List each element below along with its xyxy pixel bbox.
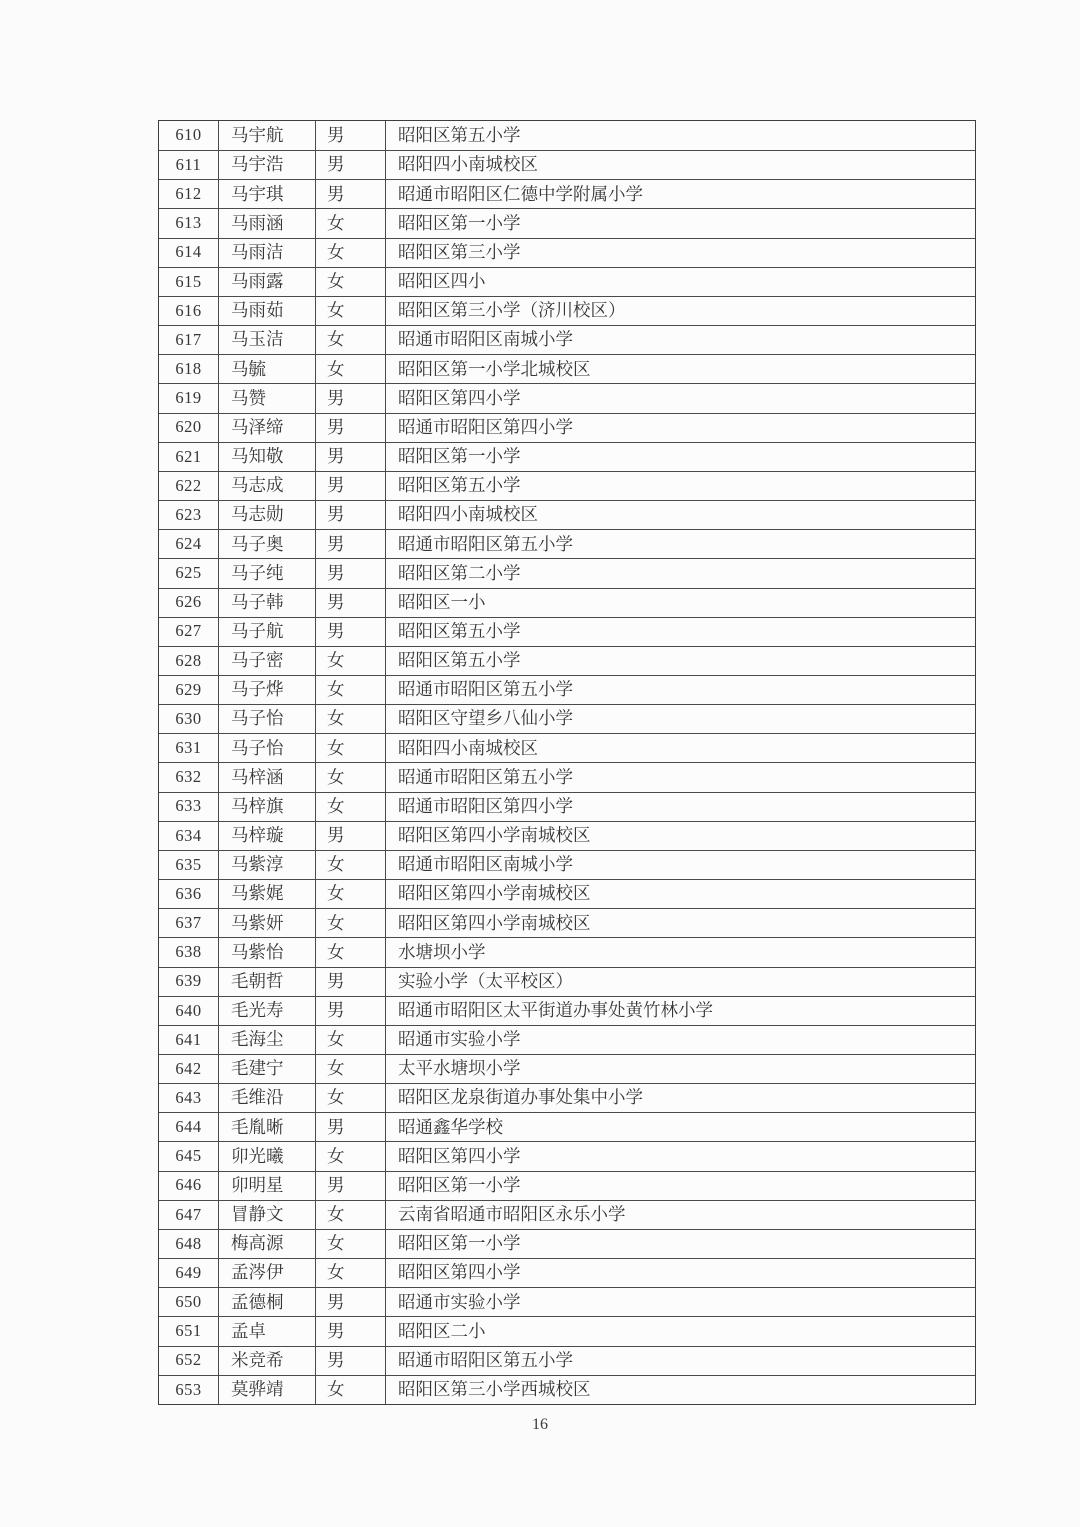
table-row [159,1083,975,1112]
serial-number-cell: 644 [159,1113,219,1141]
serial-number-cell: 625 [159,559,219,587]
gender-cell: 男 [316,822,386,850]
student-name-cell: 卯明星 [219,1172,316,1200]
table-row [159,937,975,966]
school-cell: 昭阳区第三小学 [398,241,521,262]
student-name-cell: 毛胤晰 [219,1113,316,1141]
serial-number-cell: 623 [159,501,219,529]
serial-number-cell: 632 [159,763,219,791]
gender-cell: 女 [316,1259,386,1287]
gender-cell: 女 [316,793,386,821]
school-cell: 昭通市昭阳区第四小学 [398,795,573,816]
table-row [159,733,975,762]
table-row [159,1200,975,1229]
student-name-cell: 马紫妍 [219,909,316,937]
serial-number-cell: 620 [159,414,219,442]
table-row [159,1316,975,1345]
student-name-cell: 马梓璇 [219,822,316,850]
table-row [159,150,975,179]
school-cell: 昭阳区第四小学 [398,387,521,408]
student-name-cell: 马子航 [219,618,316,646]
school-cell: 昭阳区第一小学 [398,212,521,233]
school-cell: 太平水塘坝小学 [398,1058,521,1079]
table-row [159,588,975,617]
student-name-cell: 孟涔伊 [219,1259,316,1287]
serial-number-cell: 647 [159,1201,219,1229]
gender-cell: 女 [316,1026,386,1054]
school-cell: 昭阳区二小 [398,1320,486,1341]
student-name-cell: 马梓涵 [219,763,316,791]
school-cell: 昭阳区第五小学 [398,620,521,641]
table-row [159,1346,975,1375]
serial-number-cell: 630 [159,705,219,733]
serial-number-cell: 614 [159,239,219,267]
table-row [159,879,975,908]
student-name-cell: 马泽缔 [219,414,316,442]
serial-number-cell: 624 [159,530,219,558]
student-name-cell: 马子韩 [219,589,316,617]
serial-number-cell: 646 [159,1172,219,1200]
student-name-cell: 莫骅靖 [219,1376,316,1404]
serial-number-cell: 612 [159,180,219,208]
gender-cell: 女 [316,734,386,762]
student-name-cell: 毛维沿 [219,1084,316,1112]
table-row [159,296,975,325]
student-name-cell: 孟卓 [219,1317,316,1345]
school-cell: 昭阳区第五小学 [398,475,521,496]
table-row [159,704,975,733]
school-cell: 水塘坝小学 [398,941,486,962]
student-name-cell: 马雨洁 [219,239,316,267]
serial-number-cell: 648 [159,1230,219,1258]
school-cell: 昭阳区第五小学 [398,124,521,145]
table-row [159,762,975,791]
serial-number-cell: 617 [159,326,219,354]
gender-cell: 女 [316,1142,386,1170]
serial-number-cell: 610 [159,121,219,150]
serial-number-cell: 616 [159,297,219,325]
serial-number-cell: 611 [159,151,219,179]
gender-cell: 女 [316,909,386,937]
serial-number-cell: 641 [159,1026,219,1054]
table-row [159,996,975,1025]
page-number: 16 [532,1416,548,1433]
serial-number-cell: 626 [159,589,219,617]
table-row [159,325,975,354]
gender-cell: 男 [316,530,386,558]
school-cell: 昭通市昭阳区第五小学 [398,766,573,787]
serial-number-cell: 619 [159,384,219,412]
gender-cell: 女 [316,647,386,675]
table-row [159,238,975,267]
student-name-cell: 孟德桐 [219,1288,316,1316]
school-cell: 昭阳区第四小学南城校区 [398,883,591,904]
table-row [159,354,975,383]
gender-cell: 男 [316,997,386,1025]
table-row [159,1375,975,1404]
school-cell: 昭阳四小南城校区 [398,504,538,525]
gender-cell: 女 [316,355,386,383]
serial-number-cell: 645 [159,1142,219,1170]
gender-cell: 男 [316,414,386,442]
table-row [159,442,975,471]
student-name-cell: 马雨涵 [219,209,316,237]
gender-cell: 男 [316,1288,386,1316]
school-cell: 昭阳四小南城校区 [398,737,538,758]
serial-number-cell: 650 [159,1288,219,1316]
school-cell: 昭阳区一小 [398,591,486,612]
serial-number-cell: 615 [159,268,219,296]
serial-number-cell: 618 [159,355,219,383]
table-row [159,850,975,879]
school-cell: 昭阳区第五小学 [398,650,521,671]
student-name-cell: 马子密 [219,647,316,675]
table-row [159,646,975,675]
student-name-cell: 马宇琪 [219,180,316,208]
gender-cell: 男 [316,968,386,996]
student-name-cell: 马志勋 [219,501,316,529]
school-cell: 昭通市昭阳区第五小学 [398,1349,573,1370]
serial-number-cell: 631 [159,734,219,762]
student-name-cell: 马紫淳 [219,851,316,879]
table-row [159,179,975,208]
serial-number-cell: 629 [159,676,219,704]
table-row [159,1229,975,1258]
serial-number-cell: 636 [159,880,219,908]
serial-number-cell: 649 [159,1259,219,1287]
school-cell: 昭通市昭阳区太平街道办事处黄竹林小学 [398,1000,713,1021]
student-name-cell: 马雨露 [219,268,316,296]
gender-cell: 女 [316,1084,386,1112]
serial-number-cell: 628 [159,647,219,675]
gender-cell: 男 [316,559,386,587]
table-row [159,1112,975,1141]
student-name-cell: 毛海尘 [219,1026,316,1054]
table-row [159,908,975,937]
school-cell: 昭阳区守望乡八仙小学 [398,708,573,729]
table-row [159,208,975,237]
student-name-cell: 马子纯 [219,559,316,587]
gender-cell: 女 [316,1201,386,1229]
gender-cell: 男 [316,1172,386,1200]
gender-cell: 男 [316,501,386,529]
student-name-cell: 马紫怡 [219,938,316,966]
school-cell: 昭阳四小南城校区 [398,154,538,175]
school-cell: 昭阳区第一小学 [398,446,521,467]
serial-number-cell: 653 [159,1376,219,1404]
serial-number-cell: 635 [159,851,219,879]
school-cell: 昭阳区第四小学南城校区 [398,825,591,846]
student-name-cell: 米竞希 [219,1347,316,1375]
school-cell: 昭通市实验小学 [398,1291,521,1312]
serial-number-cell: 637 [159,909,219,937]
gender-cell: 女 [316,1055,386,1083]
table-row [159,617,975,646]
gender-cell: 女 [316,268,386,296]
gender-cell: 男 [316,1317,386,1345]
table-row [159,471,975,500]
serial-number-cell: 642 [159,1055,219,1083]
gender-cell: 男 [316,151,386,179]
student-name-cell: 马志成 [219,472,316,500]
gender-cell: 男 [316,443,386,471]
gender-cell: 女 [316,851,386,879]
school-cell: 昭通市实验小学 [398,1029,521,1050]
gender-cell: 男 [316,589,386,617]
table-row [159,383,975,412]
gender-cell: 女 [316,763,386,791]
student-name-cell: 梅高源 [219,1230,316,1258]
student-name-cell: 马子奥 [219,530,316,558]
gender-cell: 男 [316,180,386,208]
table-row [159,1287,975,1316]
student-name-cell: 马子怡 [219,705,316,733]
school-cell: 昭阳区龙泉街道办事处集中小学 [398,1087,643,1108]
gender-cell: 女 [316,326,386,354]
student-name-cell: 马知敬 [219,443,316,471]
gender-cell: 女 [316,209,386,237]
table-row [159,821,975,850]
table-row [159,792,975,821]
table-row [159,121,975,150]
school-cell: 昭通市昭阳区仁德中学附属小学 [398,183,643,204]
serial-number-cell: 634 [159,822,219,850]
student-name-cell: 马毓 [219,355,316,383]
student-name-cell: 马雨茹 [219,297,316,325]
serial-number-cell: 633 [159,793,219,821]
student-name-cell: 马玉洁 [219,326,316,354]
serial-number-cell: 627 [159,618,219,646]
serial-number-cell: 621 [159,443,219,471]
gender-cell: 女 [316,1376,386,1404]
table-row [159,675,975,704]
serial-number-cell: 643 [159,1084,219,1112]
table-row [159,500,975,529]
serial-number-cell: 638 [159,938,219,966]
school-cell: 昭通市昭阳区南城小学 [398,329,573,350]
student-name-cell: 马紫娓 [219,880,316,908]
student-name-cell: 马宇航 [219,121,316,150]
gender-cell: 男 [316,1347,386,1375]
table-row [159,967,975,996]
serial-number-cell: 639 [159,968,219,996]
student-table [158,120,976,1405]
school-cell: 昭阳区第四小学 [398,1262,521,1283]
gender-cell: 女 [316,705,386,733]
gender-cell: 女 [316,297,386,325]
school-cell: 昭阳区第一小学 [398,1174,521,1195]
student-name-cell: 马子烨 [219,676,316,704]
gender-cell: 女 [316,880,386,908]
student-name-cell: 马赞 [219,384,316,412]
school-cell: 昭通市昭阳区第五小学 [398,533,573,554]
table-row [159,1025,975,1054]
student-name-cell: 马子怡 [219,734,316,762]
school-cell: 昭通市昭阳区第五小学 [398,679,573,700]
student-name-cell: 冒静文 [219,1201,316,1229]
school-cell: 昭阳区第一小学 [398,1233,521,1254]
school-cell: 昭阳区第四小学 [398,1145,521,1166]
student-name-cell: 毛建宁 [219,1055,316,1083]
serial-number-cell: 613 [159,209,219,237]
gender-cell: 男 [316,472,386,500]
school-cell: 昭阳区第三小学（济川校区） [398,300,626,321]
gender-cell: 女 [316,239,386,267]
table-row [159,1258,975,1287]
student-name-cell: 卯光曦 [219,1142,316,1170]
table-row [159,1171,975,1200]
serial-number-cell: 652 [159,1347,219,1375]
table-row [159,1054,975,1083]
gender-cell: 女 [316,938,386,966]
gender-cell: 男 [316,618,386,646]
student-name-cell: 毛光寿 [219,997,316,1025]
school-cell: 云南省昭通市昭阳区永乐小学 [398,1204,626,1225]
table-row [159,1141,975,1170]
school-cell: 昭通市昭阳区南城小学 [398,854,573,875]
school-cell: 昭通鑫华学校 [398,1116,503,1137]
school-cell: 昭阳区第二小学 [398,562,521,583]
student-name-cell: 毛朝哲 [219,968,316,996]
serial-number-cell: 640 [159,997,219,1025]
serial-number-cell: 651 [159,1317,219,1345]
table-row [159,267,975,296]
gender-cell: 男 [316,121,386,150]
school-cell: 昭阳区四小 [398,271,486,292]
serial-number-cell: 622 [159,472,219,500]
gender-cell: 女 [316,676,386,704]
school-cell: 实验小学（太平校区） [398,970,573,991]
school-cell: 昭阳区第三小学西城校区 [398,1379,591,1400]
student-name-cell: 马宇浩 [219,151,316,179]
table-row [159,558,975,587]
table-row [159,529,975,558]
student-name-cell: 马梓旗 [219,793,316,821]
gender-cell: 女 [316,1230,386,1258]
table-row [159,413,975,442]
gender-cell: 男 [316,1113,386,1141]
gender-cell: 男 [316,384,386,412]
school-cell: 昭阳区第四小学南城校区 [398,912,591,933]
school-cell: 昭通市昭阳区第四小学 [398,416,573,437]
school-cell: 昭阳区第一小学北城校区 [398,358,591,379]
